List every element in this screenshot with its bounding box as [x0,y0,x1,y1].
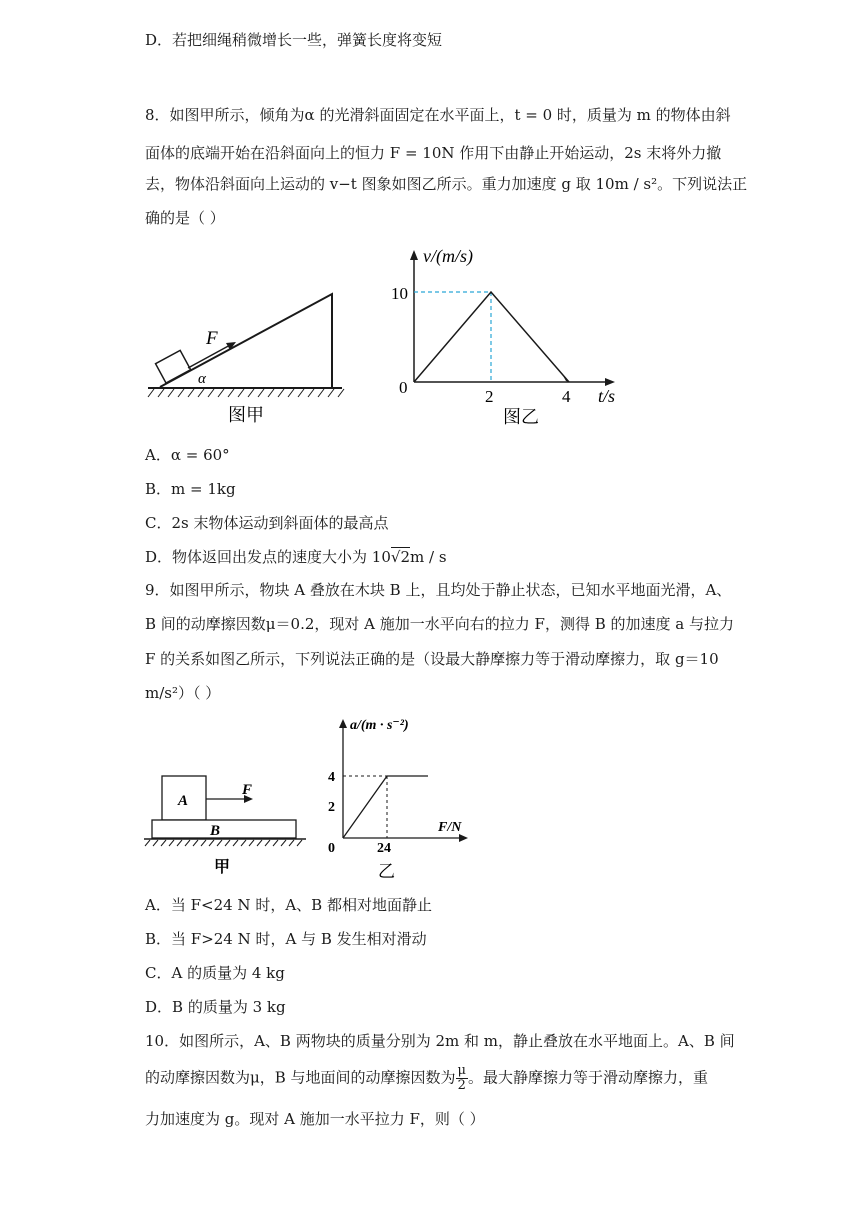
q8-option-c: C．2s 末物体运动到斜面体的最高点 [145,514,389,532]
q9-block-b [152,820,296,838]
q10-fraction-numerator: μ [457,1063,466,1078]
q8-x-tick-2: 2 [485,387,494,406]
q8-option-b: B．m = 1kg [145,480,236,498]
q9-stem-line-2: B 间的动摩擦因数μ＝0.2，现对 A 施加一水平向右的拉力 F，测得 B 的加速度 a 与拉力 [145,615,734,633]
q8-figure-vt-graph [385,240,625,435]
q9-y-axis-label: a/(m · s⁻²) [350,718,409,733]
sqrt-symbol: √2 [390,548,410,566]
q9-caption-yi: 乙 [378,862,395,881]
q8-stem-line-2: 面体的底端开始在沿斜面向上的恒力 F = 10N 作用下由静止开始运动，2s 末将外力撤 [145,144,722,162]
q9-figure-af-graph [320,705,480,885]
q10-fraction-denominator: 2 [457,1078,466,1093]
q9-stem-line-4: m/s²）（ ） [145,684,221,702]
q8-angle-label: α [198,371,206,387]
q9-option-a: A．当 F<24 N 时，A、B 都相对地面静止 [145,896,432,914]
q8-option-d-text: D．物体返回出发点的速度大小为 10 [145,548,391,566]
q8-stem-line-3: 去，物体沿斜面向上运动的 v−t 图象如图乙所示。重力加速度 g 取 10m / s²。下列说法正 [145,175,748,193]
q9-x-tick-24: 24 [377,841,391,856]
q8-option-d-unit: m / s [410,548,447,566]
q8-x-axis-label: t/s [598,386,616,406]
q8-x-tick-4: 4 [562,387,571,406]
q8-y-tick-10: 10 [391,284,408,303]
q8-caption-jia: 图甲 [228,405,264,425]
q9-label-b: B [210,823,221,839]
q8-caption-yi: 图乙 [503,407,539,427]
q8-stem-line-1: 8．如图甲所示，倾角为α 的光滑斜面固定在水平面上，t = 0 时，质量为 m 的物体由斜 [145,106,731,124]
q8-block [156,350,191,383]
q9-stem-line-1: 9．如图甲所示，物块 A 叠放在木块 B 上，且均处于静止状态，已知水平地面光滑，A、 [145,581,732,599]
q8-option-a: A．α = 60° [145,446,230,464]
q9-figure-blocks [140,765,310,880]
q9-x-axis-label: F/N [438,820,462,835]
q10-stem-line-2-text: 的动摩擦因数为μ，B 与地面间的动摩擦因数为 [145,1068,456,1087]
q8-force-label: F [206,328,218,349]
q7-option-d: D．若把细绳稍微增长一些，弹簧长度将变短 [145,31,443,49]
q9-caption-jia: 甲 [214,859,231,876]
q10-fraction [456,1064,468,1093]
q9-y-tick-4: 4 [328,770,335,785]
q9-label-f: F [242,782,253,798]
q9-stem-line-3: F 的关系如图乙所示，下列说法正确的是（设最大静摩擦力等于滑动摩擦力，取 g＝10 [145,650,719,668]
q9-y-tick-2: 2 [328,800,335,815]
q8-figure-incline [140,280,360,430]
q8-origin: 0 [399,378,408,397]
sqrt-radicand: 2 [400,548,410,566]
q10-stem-line-2-rest: 。最大静摩擦力等于滑动摩擦力，重 [468,1068,709,1087]
q9-label-a: A [178,793,189,809]
q9-option-b: B．当 F>24 N 时，A 与 B 发生相对滑动 [145,930,427,948]
q8-stem-line-4: 确的是（ ） [145,209,225,227]
q10-stem-line-2 [145,1064,708,1093]
q10-stem-line-3: 力加速度为 g。现对 A 施加一水平拉力 F，则（ ） [145,1110,485,1128]
q8-option-d [145,547,447,567]
q9-option-c: C．A 的质量为 4 kg [145,964,285,982]
q9-option-d: D．B 的质量为 3 kg [145,998,286,1016]
q9-origin: 0 [328,841,335,856]
q8-y-axis-label: v/(m/s) [423,246,473,266]
q10-stem-line-1: 10．如图所示，A、B 两物块的质量分别为 2m 和 m，静止叠放在水平地面上。A、B 间 [145,1032,735,1050]
q9-af-line [343,776,428,838]
